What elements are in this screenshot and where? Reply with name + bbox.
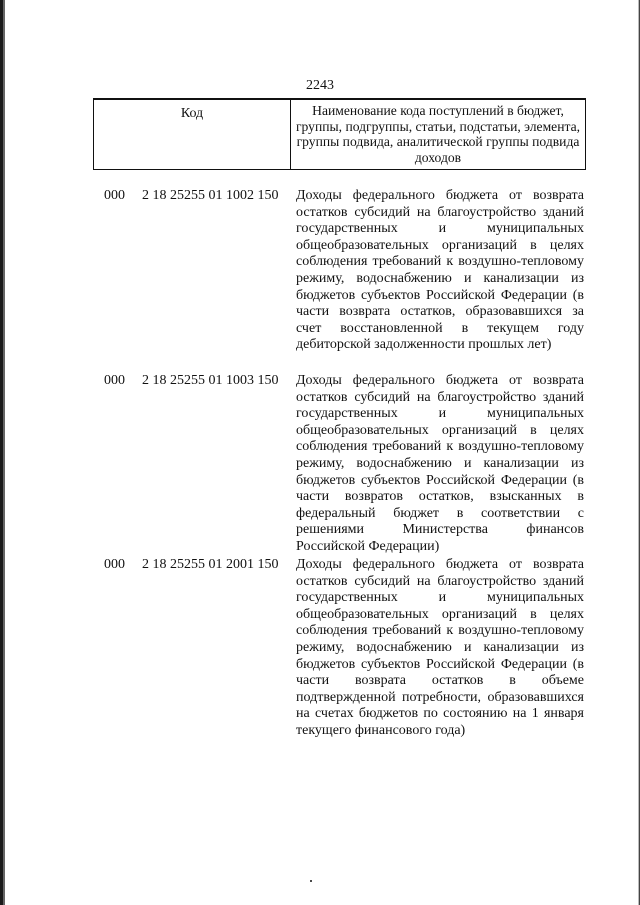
row-revenue-code: 2 18 25255 01 1002 150	[142, 188, 279, 203]
row-revenue-code: 2 18 25255 01 2001 150	[142, 557, 279, 572]
row-description: Доходы федерального бюджета от возврата остатков субсидий на благоустройство зданий государственных и муниципальных общеобразовательных организаций в целях соблюдения требований к воздушно-тепловому режиму, водоснабжению и канализации из бюджетов субъектов Российской Федерации (в части возврата остатков, образовавшихся за счет восстановленной в текущем году дебиторской задолженности прошлых лет)	[296, 188, 584, 353]
row-revenue-code: 2 18 25255 01 1003 150	[142, 373, 279, 388]
scan-right-edge	[636, 0, 640, 905]
row-admin-code: 000	[104, 373, 125, 388]
header-code-column: Код	[94, 100, 291, 169]
row-admin-code: 000	[104, 188, 125, 203]
table-header	[93, 98, 586, 170]
row-admin-code: 000	[104, 557, 125, 572]
page-number: 2243	[306, 78, 334, 93]
row-description: Доходы федерального бюджета от возврата остатков субсидий на благоустройство зданий государственных и муниципальных общеобразовательных организаций в целях соблюдения требований к воздушно-тепловому режиму, водоснабжению и канализации из бюджетов субъектов Российской Федерации (в части возврата остатков в объеме подтвержденной потребности, образовавшихся на счетах бюджетов по состоянию на 1 января текущего финансового года)	[296, 557, 584, 738]
header-name-column: Наименование кода поступлений в бюджет, группы, подгруппы, статьи, подстатьи, элемента, группы подвида, аналитической группы подвида доходов	[295, 103, 581, 165]
scan-speck	[310, 880, 312, 882]
scan-left-edge	[0, 0, 8, 905]
row-description: Доходы федерального бюджета от возврата остатков субсидий на благоустройство зданий государственных и муниципальных общеобразовательных организаций в целях соблюдения требований к воздушно-тепловому режиму, водоснабжению и канализации из бюджетов субъектов Российской Федерации (в части возвратов остатков, взысканных в федеральный бюджет в соответствии с решениями Министерства финансов Российской Федерации)	[296, 373, 584, 554]
